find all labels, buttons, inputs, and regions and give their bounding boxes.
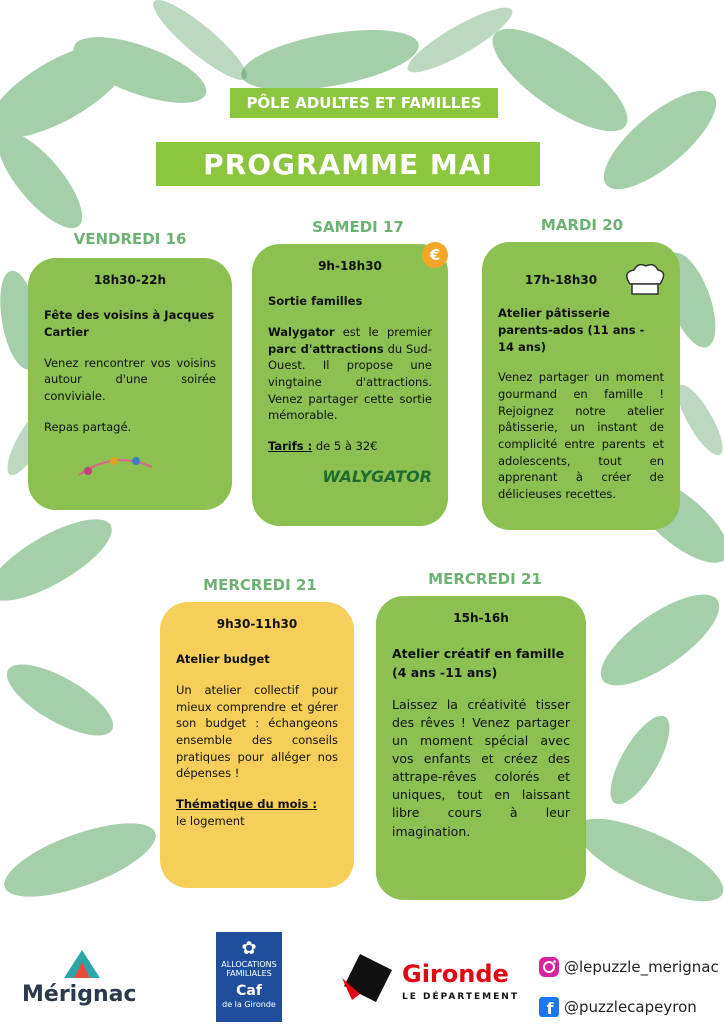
walygator-logo: WALYGATOR bbox=[322, 466, 432, 486]
facebook-icon bbox=[538, 996, 560, 1018]
caf-emblem-icon: ✿ bbox=[241, 938, 257, 959]
event-card-fete-voisins bbox=[28, 258, 232, 510]
svg-text:f: f bbox=[546, 999, 554, 1018]
event-description: Laissez la créativité tisser des rêves ! Venez partager un moment spécial avec vos enfants et créez des attrape-rêves colorés et uniques, tout en laissant libre cours à leur imagination. bbox=[392, 696, 570, 839]
event-card-sortie-familles bbox=[252, 244, 448, 526]
caf-logo: ✿ ALLOCATIONS FAMILIALES Caf de la Gironde bbox=[216, 932, 282, 1022]
event-description: Venez rencontrer vos voisins autour d'une soirée conviviale. bbox=[44, 355, 216, 404]
event-description: Un atelier collectif pour mieux comprendre et gérer son budget : échangeons ensemble des conseils pratiques pour alléger nos dépenses ! bbox=[176, 683, 338, 781]
instagram-handle[interactable]: @lepuzzle_merignac bbox=[538, 956, 719, 978]
gironde-logo-subtitle: LE DÉPARTEMENT bbox=[402, 992, 519, 1002]
event-time: 15h-16h bbox=[453, 611, 509, 625]
day-label-mercredi-1: MERCREDI 21 bbox=[203, 576, 317, 594]
event-description: Walygator est le premier parc d'attractions du Sud-Ouest. Il propose une vingtaine d'attractions. Venez partager cette sortie mémorable. bbox=[268, 325, 432, 423]
event-time: 9h-18h30 bbox=[318, 259, 382, 273]
merignac-logo-icon bbox=[60, 946, 104, 980]
euro-icon bbox=[420, 240, 450, 270]
event-card-budget bbox=[160, 602, 354, 888]
event-title: Fête des voisins à Jacques Cartier bbox=[44, 308, 215, 340]
merignac-logo-text: Mérignac bbox=[22, 982, 137, 1007]
event-title: Atelier budget bbox=[176, 652, 270, 667]
chef-hat-icon bbox=[620, 262, 668, 298]
gironde-logo-icon bbox=[340, 950, 400, 1006]
event-tarif: Tarifs : de 5 à 32€ bbox=[268, 439, 378, 454]
day-label-mardi: MARDI 20 bbox=[540, 216, 624, 234]
event-card-creatif bbox=[376, 596, 586, 900]
theme-label: Thématique du mois : bbox=[176, 797, 317, 812]
day-label-vendredi: VENDREDI 16 bbox=[73, 230, 187, 248]
footer bbox=[0, 930, 724, 1024]
day-label-samedi: SAMEDI 17 bbox=[312, 218, 404, 236]
theme-value: le logement bbox=[176, 813, 245, 828]
event-time: 9h30-11h30 bbox=[216, 617, 298, 631]
gironde-logo-text: Gironde bbox=[402, 960, 509, 988]
music-notes-icon bbox=[74, 445, 154, 481]
event-extra: Repas partagé. bbox=[44, 419, 132, 434]
event-description: Venez partager un moment gourmand en famille ! Rejoignez notre atelier pâtisserie, un instant de complicité entre parents et adolescents, tout en apprenant à créer de délicieuses recettes. bbox=[498, 370, 664, 502]
event-title: Sortie familles bbox=[268, 294, 363, 309]
event-time: 18h30-22h bbox=[93, 273, 167, 287]
event-title: Atelier créatif en famille (4 ans -11 ans) bbox=[392, 646, 565, 680]
header-subtitle: PÔLE ADULTES ET FAMILLES bbox=[230, 88, 498, 118]
svg-text:€: € bbox=[429, 246, 441, 264]
page-title: PROGRAMME MAI bbox=[156, 142, 540, 186]
day-label-mercredi-2: MERCREDI 21 bbox=[428, 570, 542, 588]
event-title: Atelier pâtisserie parents-ados (11 ans - 14 ans) bbox=[498, 306, 645, 354]
facebook-handle[interactable]: f @puzzlecapeyron bbox=[538, 996, 697, 1018]
event-time: 17h-18h30 bbox=[524, 273, 598, 287]
instagram-icon bbox=[538, 956, 560, 978]
